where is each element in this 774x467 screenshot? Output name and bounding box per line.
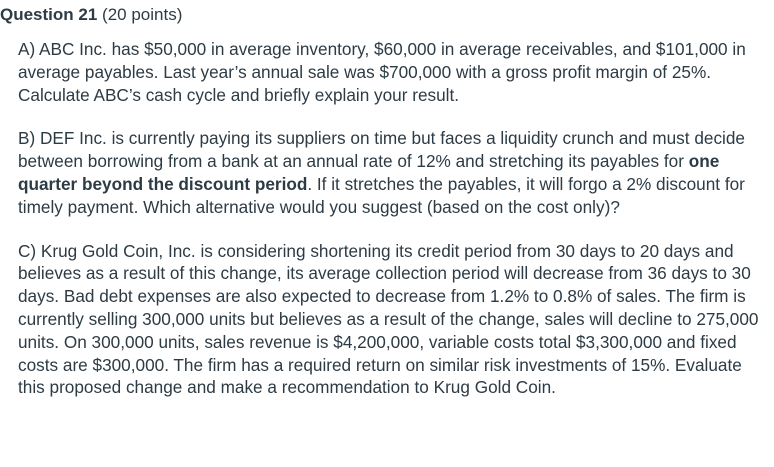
- part-b-paragraph: [18, 127, 770, 218]
- part-b-text-before: B) DEF Inc. is currently paying its suppliers on time but faces a liquidity crunch and must decide between borrowing from a bank at an annual rate of 12% and stretching its payables for: [18, 128, 745, 172]
- part-b-text-after: . If it stretches the payables, it will forgo a 2% discount for timely payment. Which alternative would you suggest (based on the cost only)?: [18, 173, 745, 217]
- part-c-text: C) Krug Gold Coin, Inc. is considering shortening its credit period from 30 days to 20 days and believes as a result of this change, its average collection period will decrease from 36 days to 30 days. Bad debt expenses are also expected to decrease from 1.2% to 0.8% of sales. The firm is currently selling 300,000 units but believes as a result of the change, sales will decline to 275,000 units. On 300,000 units, sales revenue is $4,200,000, variable costs total $3,300,000 and fixed costs are $300,000. The firm has a required return on similar risk investments of 15%. Evaluate this proposed change and make a recommendation to Krug Gold Coin.: [18, 240, 759, 398]
- part-c-paragraph: [18, 240, 770, 400]
- question-title: Question 21: [0, 5, 98, 24]
- part-a-text: A) ABC Inc. has $50,000 in average inventory, $60,000 in average receivables, and $101,000 in average payables. Last year’s annual sale was $700,000 with a gross profit margin of 25%. Calculate ABC’s cash cycle and briefly explain your result.: [18, 39, 746, 105]
- part-a-paragraph: [18, 38, 770, 106]
- question-header: [0, 4, 182, 26]
- question-body: [18, 38, 770, 420]
- question-points: (20 points): [102, 5, 183, 24]
- part-b-emphasis: one quarter beyond the discount period: [18, 151, 720, 194]
